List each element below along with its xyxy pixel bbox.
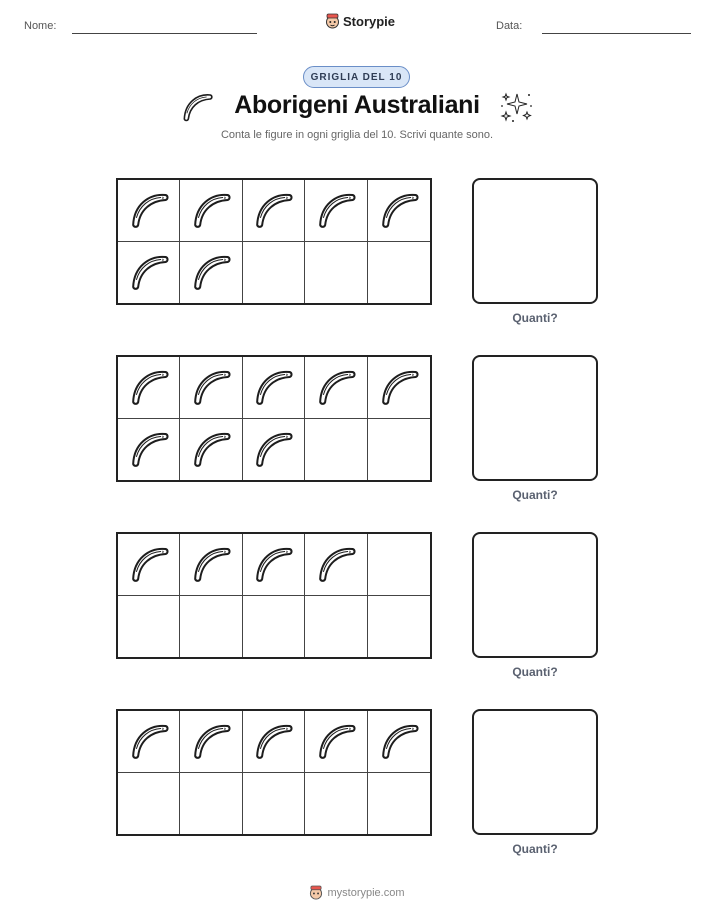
frame-cell bbox=[118, 773, 180, 835]
answer-box[interactable] bbox=[472, 355, 598, 481]
date-input-line[interactable] bbox=[542, 33, 691, 34]
frame-cell bbox=[305, 773, 367, 835]
boomerang-icon bbox=[191, 544, 231, 584]
frame-cell bbox=[368, 711, 430, 773]
boomerang-icon bbox=[253, 429, 293, 469]
answer-box[interactable] bbox=[472, 532, 598, 658]
boomerang-icon bbox=[129, 721, 169, 761]
boomerang-icon bbox=[379, 190, 419, 230]
brand-name: Storypie bbox=[343, 14, 396, 29]
frame-cell bbox=[243, 534, 305, 596]
boomerang-icon bbox=[191, 367, 231, 407]
frame-cell bbox=[180, 357, 242, 419]
boomerang-icon bbox=[129, 252, 169, 292]
boomerang-icon bbox=[316, 721, 356, 761]
boomerang-icon bbox=[191, 252, 231, 292]
frame-cell bbox=[180, 773, 242, 835]
frame-cell bbox=[118, 242, 180, 304]
boomerang-icon bbox=[253, 367, 293, 407]
frame-cell bbox=[305, 180, 367, 242]
frame-cell bbox=[243, 419, 305, 481]
boomerang-icon bbox=[253, 544, 293, 584]
boomerang-icon bbox=[129, 429, 169, 469]
name-label: Nome: bbox=[24, 20, 57, 32]
boomerang-icon bbox=[253, 721, 293, 761]
frame-cell bbox=[180, 596, 242, 658]
boomerang-icon bbox=[191, 429, 231, 469]
date-label: Data: bbox=[496, 20, 523, 32]
frame-cell bbox=[368, 242, 430, 304]
ten-frame-3 bbox=[116, 532, 432, 659]
mascot-icon bbox=[325, 13, 340, 30]
frame-cell bbox=[243, 180, 305, 242]
ten-frame-2 bbox=[116, 355, 432, 482]
page-title: Aborigeni Australiani bbox=[234, 91, 480, 119]
ten-frame-4 bbox=[116, 709, 432, 836]
footer bbox=[0, 885, 714, 901]
frame-cell bbox=[118, 596, 180, 658]
frame-cell bbox=[118, 711, 180, 773]
worksheet-type-badge: GRIGLIA DEL 10 bbox=[303, 66, 410, 88]
frame-cell bbox=[368, 773, 430, 835]
brand-logo bbox=[325, 13, 395, 30]
name-input-line[interactable] bbox=[72, 33, 257, 34]
boomerang-icon bbox=[316, 544, 356, 584]
frame-cell bbox=[305, 357, 367, 419]
boomerang-icon bbox=[129, 367, 169, 407]
frame-cell bbox=[368, 596, 430, 658]
boomerang-icon bbox=[191, 721, 231, 761]
frame-cell bbox=[243, 773, 305, 835]
frame-cell bbox=[368, 180, 430, 242]
frame-cell bbox=[368, 357, 430, 419]
frame-cell bbox=[118, 180, 180, 242]
frame-cell bbox=[243, 357, 305, 419]
frame-cell bbox=[305, 711, 367, 773]
answer-label: Quanti? bbox=[512, 665, 558, 679]
frame-cell bbox=[305, 596, 367, 658]
footer-url: mystorypie.com bbox=[327, 887, 405, 899]
frame-cell bbox=[180, 711, 242, 773]
frame-cell bbox=[243, 596, 305, 658]
answer-label: Quanti? bbox=[512, 842, 558, 856]
boomerang-icon bbox=[316, 367, 356, 407]
ten-frame-1 bbox=[116, 178, 432, 305]
boomerang-icon bbox=[316, 190, 356, 230]
instructions: Conta le figure in ogni griglia del 10. Scrivi quante sono. bbox=[220, 129, 494, 141]
boomerang-icon bbox=[129, 190, 169, 230]
frame-cell bbox=[368, 534, 430, 596]
frame-cell bbox=[118, 419, 180, 481]
frame-cell bbox=[118, 357, 180, 419]
boomerang-icon bbox=[379, 721, 419, 761]
boomerang-icon bbox=[253, 190, 293, 230]
frame-cell bbox=[180, 180, 242, 242]
boomerang-icon bbox=[129, 544, 169, 584]
answer-label: Quanti? bbox=[512, 488, 558, 502]
frame-cell bbox=[305, 242, 367, 304]
frame-cell bbox=[368, 419, 430, 481]
answer-box[interactable] bbox=[472, 178, 598, 304]
answer-label: Quanti? bbox=[512, 311, 558, 325]
frame-cell bbox=[243, 711, 305, 773]
boomerang-icon bbox=[191, 190, 231, 230]
frame-cell bbox=[180, 534, 242, 596]
frame-cell bbox=[305, 534, 367, 596]
frame-cell bbox=[118, 534, 180, 596]
frame-cell bbox=[180, 419, 242, 481]
frame-cell bbox=[243, 242, 305, 304]
answer-box[interactable] bbox=[472, 709, 598, 835]
sparkles-icon bbox=[500, 90, 534, 124]
mascot-icon bbox=[309, 885, 323, 901]
frame-cell bbox=[180, 242, 242, 304]
frame-cell bbox=[305, 419, 367, 481]
boomerang-icon bbox=[379, 367, 419, 407]
